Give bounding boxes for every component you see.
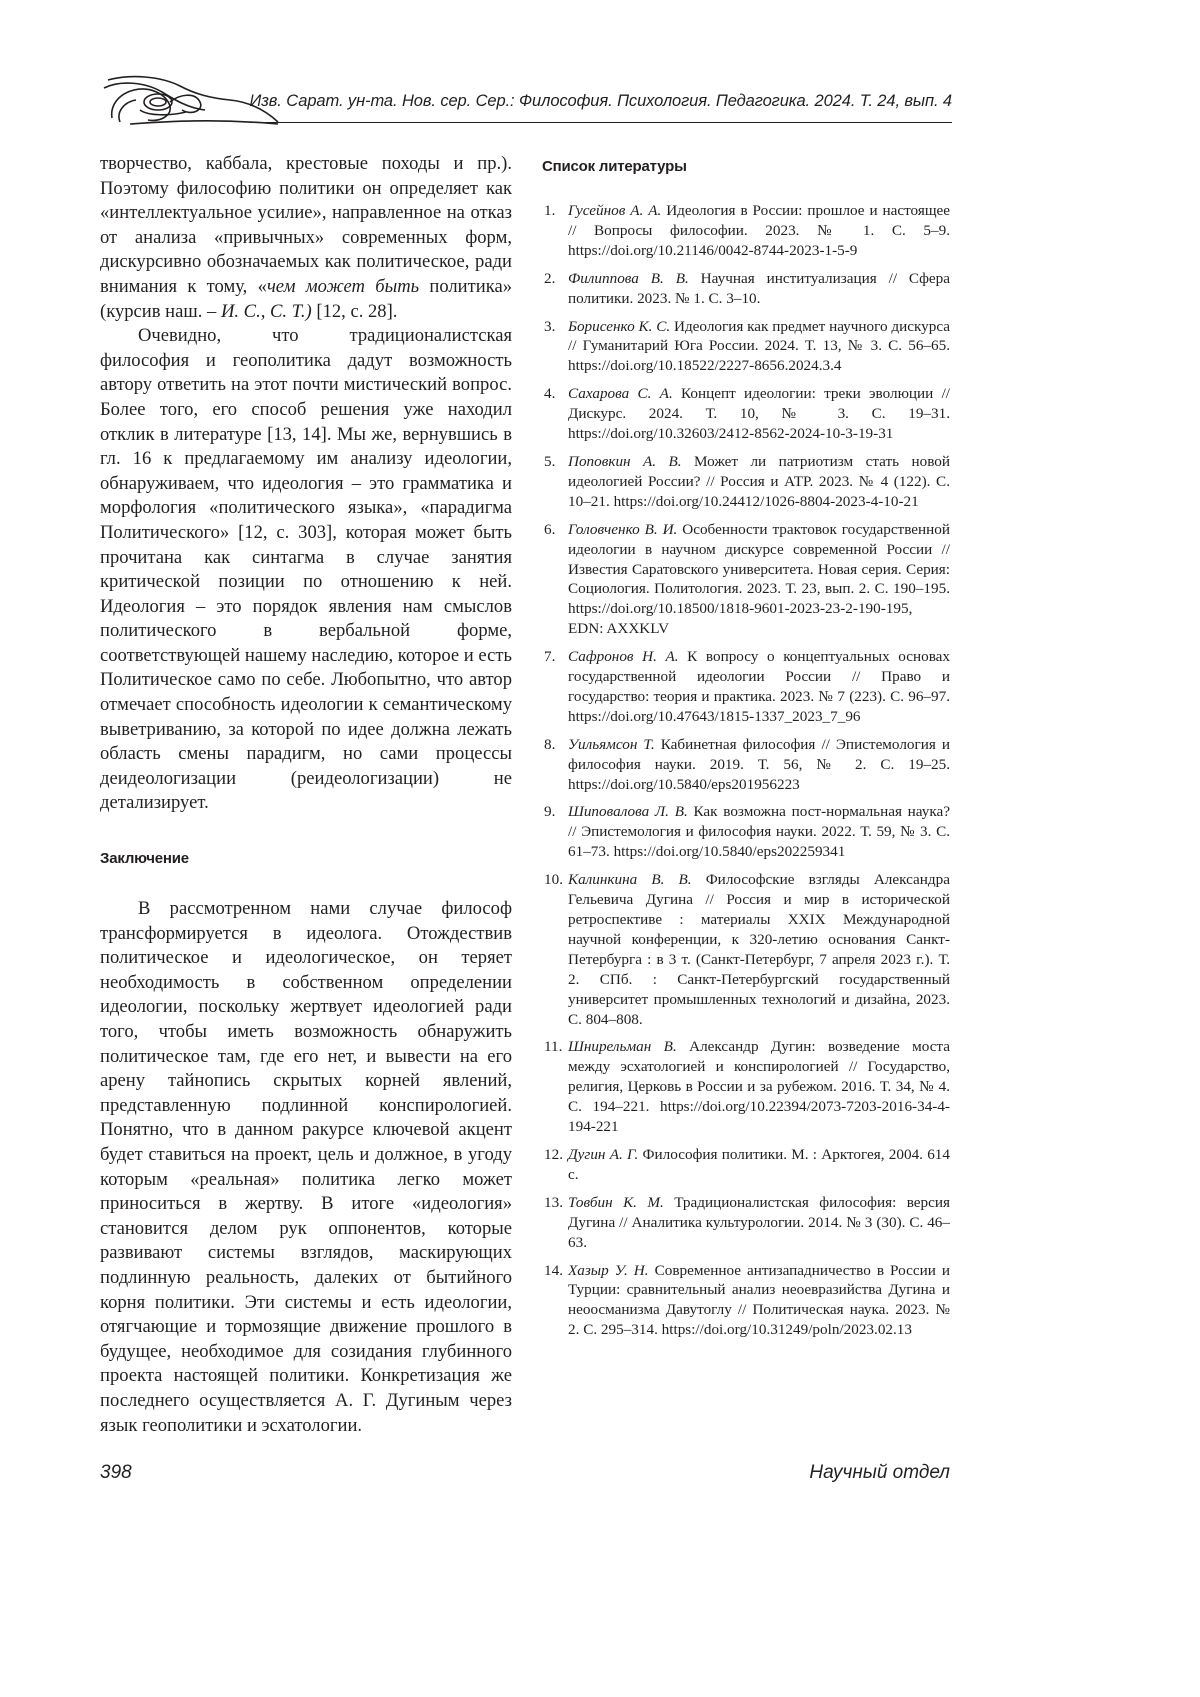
reference-text: Идеология в России: прошлое и настоящее // Вопросы философии. 2023. № 1. С. 5–9. https://doi.org/10.21146/0042-8744-2023-1-5-9 <box>568 202 950 259</box>
page-footer <box>100 1462 952 1490</box>
reference-text: Философские взгляды Александра Гельевича Дугина // Россия и мир в исторической ретроспективе : материалы XXIX Международной научной конференции, к 320-летию основания Санкт-Петербурга : в 3 т. (Санкт-Петербург, 7 апреля 2023 г.). Т. 2. СПб. : Санкт-Петербургский государственный университет промышленных технологий и дизайна, 2023. С. 804–808. <box>568 871 950 1027</box>
reference-item <box>540 1145 952 1185</box>
reference-text: Особенности трактовок государственной идеологии в научном дискурсе современной России // Известия Саратовского университета. Новая серия. Серия: Социология. Политология. 2023. Т. 23, вып. 2. С. 190–195. https://doi.org/10.18500/1818-9601-2023-23-2-190-195, EDN: AXXKLV <box>568 521 950 638</box>
paragraph <box>100 324 512 816</box>
reference-text: Современное антизападничество в России и Турции: сравнительный анализ неоевразийства Дугина и неоосманизма Давутоглу // Политическая наука. 2023. № 2. С. 295–314. https://doi.org/10.31249/poln/2023.02.13 <box>568 1262 950 1339</box>
reference-number: 10. <box>544 870 563 890</box>
reference-number: 3. <box>544 317 555 337</box>
reference-author: Калинкина В. В. <box>568 871 692 888</box>
reference-item <box>540 201 952 261</box>
reference-item <box>540 802 952 862</box>
italic-text: И. С., С. Т.) <box>221 301 312 322</box>
reference-item <box>540 1037 952 1137</box>
reference-number: 7. <box>544 647 555 667</box>
reference-author: Поповкин А. В. <box>568 453 682 470</box>
reference-number: 9. <box>544 802 555 822</box>
reference-text: Философия политики. М. : Арктогея, 2004. 614 с. <box>568 1146 950 1183</box>
reference-item <box>540 269 952 309</box>
reference-text: Концепт идеологии: треки эволюции // Дискурс. 2024. Т. 10, № 3. С. 19–31. https://doi.org/10.32603/2412-8562-2024-10-3-19-31 <box>568 385 950 442</box>
reference-item <box>540 870 952 1029</box>
reference-number: 1. <box>544 201 555 221</box>
italic-text: чем может быть <box>267 276 419 297</box>
reference-author: Хазыр У. Н. <box>568 1262 649 1279</box>
text: Очевидно, что традиционалистская философия и геополитика дадут возможность автору ответить на этот почти мистический вопрос. Более того, его способ решения уже находил отклик в литературе [13, 14]. Мы же, вернувшись в гл. 16 к предлагаемому им анализу идеологии, обнаруживаем, что идеология – это грамматика и морфология «политического языка», «парадигма Политического» [12, с. 303], которая может быть прочитана как синтагма в случае занятия критической позиции по отношению к ней. Идеология – это порядок явления нам смыслов политического в вербальной форме, соответствующей нашему наследию, которое и есть Политическое само по себе. Любопытно, что автор отмечает способность идеологии к семантическому выветриванию, за которой по идее должна лежать область смены парадигм, но сами процессы деидеологизации (реидеологизации) не детализирует. <box>100 325 512 813</box>
conclusion-heading: Заключение <box>100 850 512 867</box>
reference-item <box>540 1261 952 1341</box>
right-column <box>540 152 952 1348</box>
reference-number: 8. <box>544 735 555 755</box>
reference-author: Головченко В. И. <box>568 521 677 538</box>
text: творчество, каббала, крестовые походы и пр.). Поэтому философию политики он определяет как «интеллектуальное усилие», направленное на отказ от анализа «привычных» современных форм, дискурсивно обозначаемых как политическое, ради внимания к тому, « <box>100 153 512 297</box>
reference-item <box>540 317 952 377</box>
conclusion-text <box>100 897 512 1438</box>
reference-text: Александр Дугин: возведение моста между эсхатологией и конспирологией // Государство, религия, Церковь в России и за рубежом. 2016. Т. 34, № 4. С. 194–221. https://doi.org/10.22394/2073-7203-2016-34-4-194-221 <box>568 1038 950 1135</box>
reference-author: Сафронов Н. А. <box>568 648 679 665</box>
header-rule <box>250 122 952 123</box>
text: политика» (курсив наш. – <box>100 276 512 322</box>
reference-text: Научная институализация // Сфера политики. 2023. № 1. С. 3–10. <box>568 270 950 307</box>
reference-number: 12. <box>544 1145 563 1165</box>
references-list <box>540 201 952 1340</box>
references-heading: Список литературы <box>542 158 952 175</box>
reference-item <box>540 384 952 444</box>
reference-number: 2. <box>544 269 555 289</box>
reference-item <box>540 452 952 512</box>
reference-item <box>540 647 952 727</box>
paragraph <box>100 897 512 1438</box>
reference-number: 14. <box>544 1261 563 1281</box>
reference-item <box>540 520 952 639</box>
reference-number: 5. <box>544 452 555 472</box>
reference-text: Может ли патриотизм стать новой идеологией России? // Россия и АТР. 2023. № 4 (122). С. 10–21. https://doi.org/10.24412/1026-8804-2023-4-10-21 <box>568 453 950 510</box>
reference-text: Кабинетная философия // Эпистемология и философия науки. 2019. Т. 56, № 2. С. 19–25. https://doi.org/10.5840/eps201956223 <box>568 736 950 793</box>
reference-author: Уильямсон Т. <box>568 736 655 753</box>
left-column <box>100 152 512 1438</box>
reference-text: Традиционалистская философия: версия Дугина // Аналитика культурологии. 2014. № 3 (30). С. 46–63. <box>568 1194 950 1251</box>
reference-author: Дугин А. Г. <box>568 1146 638 1163</box>
reference-author: Шнирельман В. <box>568 1038 677 1055</box>
text: [12, с. 28]. <box>312 301 398 322</box>
reference-number: 11. <box>544 1037 562 1057</box>
journal-citation: Изв. Сарат. ун-та. Нов. сер. Сер.: Философия. Психология. Педагогика. 2024. Т. 24, вып. 4 <box>250 92 952 111</box>
section-name: Научный отдел <box>809 1462 950 1484</box>
reference-text: Идеология как предмет научного дискурса // Гуманитарий Юга России. 2024. Т. 13, № 3. С. 56–65. https://doi.org/10.18522/2227-8656.2024.3.4 <box>568 318 950 375</box>
reference-text: Как возможна пост-нормальная наука? // Эпистемология и философия науки. 2022. Т. 59, № 3. С. 61–73. https://doi.org/10.5840/eps202259341 <box>568 803 950 860</box>
reference-text: К вопросу о концептуальных основах государственной идеологии России // Право и государство: теория и практика. 2023. № 7 (223). С. 96–97. https://doi.org/10.47643/1815-1337_2023_7_96 <box>568 648 950 725</box>
body-text <box>100 152 512 816</box>
text: В рассмотренном нами случае философ трансформируется в идеолога. Отождествив политическое и идеологическое, он теряет необходимость в собственном определении идеологии, поскольку жертвует идеологией ради того, чтобы иметь возможность обнаружить политическое там, где его нет, и вывести на его арену тайнопись скрытых корней явлений, представленную подлинной конспирологией. Понятно, что в данном ракурсе ключевой акцент будет ставиться на проект, цель и должное, в угоду которым «реальная» политика легко может приноситься в жертву. В итоге «идеология» становится делом рук оппонентов, которые развивают системы взглядов, маскирующих подлинную реальность, далеких от бытийного корня политики. Эти системы и есть идеологии, отягчающие и тормозящие движение прошлого в будущее, необходимое для созидания глубинного проекта настоящей политики. Конкретизация же последнего осуществляется А. Г. Дугиным через язык геополитики и эсхатологии. <box>100 898 512 1435</box>
paragraph <box>100 152 512 324</box>
reference-author: Сахарова С. А. <box>568 385 673 402</box>
reference-number: 13. <box>544 1193 563 1213</box>
reference-author: Шиповалова Л. В. <box>568 803 688 820</box>
reference-author: Филиппова В. В. <box>568 270 689 287</box>
reference-number: 6. <box>544 520 555 540</box>
reference-item <box>540 1193 952 1253</box>
reference-author: Гусейнов А. А. <box>568 202 661 219</box>
reference-number: 4. <box>544 384 555 404</box>
reference-author: Товбин К. М. <box>568 1194 664 1211</box>
page-number: 398 <box>100 1462 132 1484</box>
reference-item <box>540 735 952 795</box>
reference-author: Борисенко К. С. <box>568 318 670 335</box>
running-header <box>100 72 952 126</box>
